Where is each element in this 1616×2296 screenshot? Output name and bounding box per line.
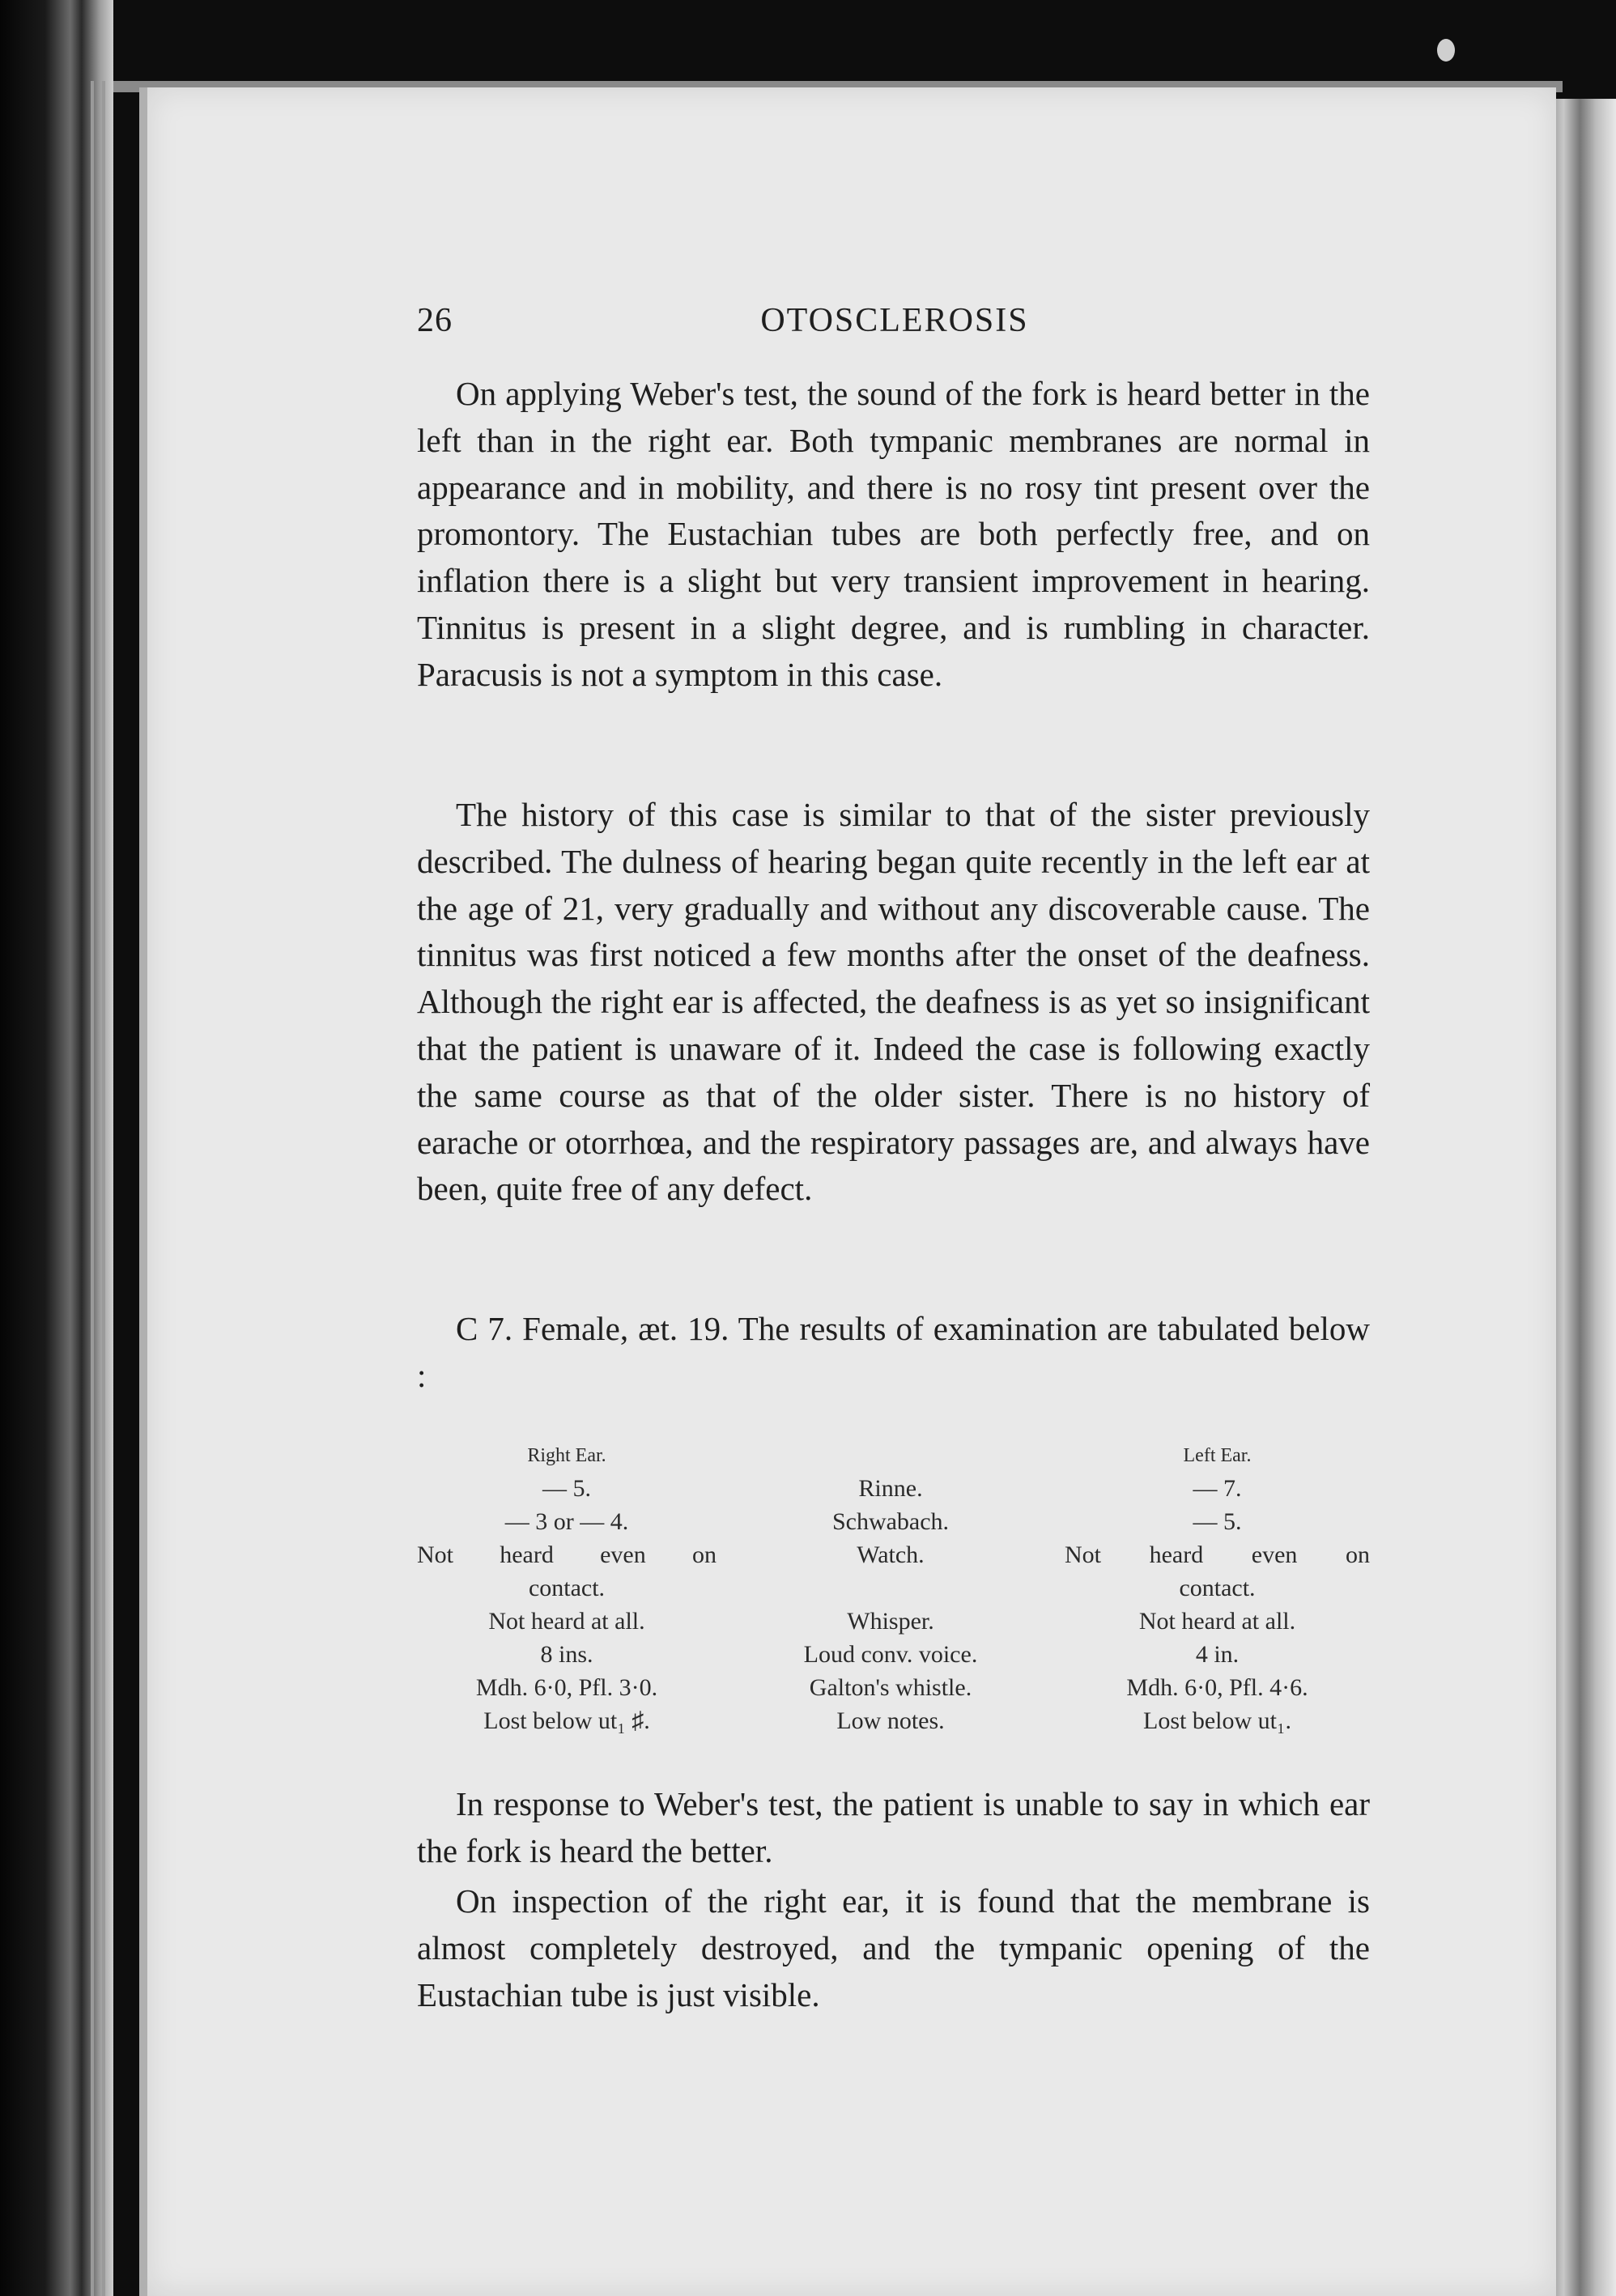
- table-cell: 4 in.: [1195, 1641, 1240, 1668]
- table-cell: — 7.: [1193, 1475, 1242, 1502]
- table-cell: contact.: [528, 1575, 606, 1601]
- table-cell: contact.: [1179, 1575, 1256, 1601]
- test-header-spacer: [757, 1441, 1024, 1470]
- table-cell: 8 ins.: [540, 1641, 593, 1668]
- table-cell: Not heard even on: [1065, 1541, 1370, 1568]
- row-spacer: [757, 1571, 1024, 1605]
- running-head: [417, 301, 1372, 342]
- table-cell: Mdh. 6·0, Pfl. 3·0.: [475, 1674, 658, 1701]
- body-paragraph: In response to Weber's test, the patient is unable to say in which ear the fork is heard the better.: [417, 1785, 1370, 1869]
- case-heading-paragraph: C 7. Female, æt. 19. The results of examination are tabulated below :: [417, 1310, 1370, 1394]
- table-cell: — 3 or — 4.: [504, 1508, 629, 1535]
- test-name: Watch.: [857, 1541, 925, 1568]
- test-name: Loud conv. voice.: [803, 1641, 978, 1668]
- left-ear-header: Left Ear.: [1183, 1445, 1252, 1466]
- table-cell: — 5.: [1193, 1508, 1242, 1535]
- scan-edge-stripe: [102, 81, 105, 2296]
- page-number: 26: [417, 302, 453, 339]
- right-ear-header: Right Ear.: [527, 1445, 606, 1466]
- test-column: [757, 1441, 1024, 1737]
- test-name: Whisper.: [847, 1608, 934, 1635]
- table-cell: Lost below ut₁.: [1143, 1707, 1291, 1734]
- table-cell: Not heard even on: [417, 1541, 717, 1568]
- test-name: Galton's whistle.: [809, 1674, 972, 1701]
- scan-left-edge: [0, 0, 113, 2296]
- scan-right-edge: [1550, 99, 1616, 2296]
- table-cell: Not heard at all.: [488, 1608, 645, 1635]
- left-ear-column: [1065, 1441, 1370, 1737]
- table-cell: Not heard at all.: [1138, 1608, 1296, 1635]
- running-title: OTOSCLEROSIS: [760, 302, 1029, 339]
- scan-edge-stripe: [91, 81, 94, 2296]
- table-cell: Lost below ut₁ ♯.: [483, 1707, 650, 1734]
- test-name: Rinne.: [858, 1475, 923, 1502]
- test-name: Schwabach.: [831, 1508, 950, 1535]
- body-paragraph: On applying Weber's test, the sound of the fork is heard better in the left than in the right ear. Both tympanic membranes are normal in appearance and in mobility, and there is no rosy tint present over the promontory. The Eustachian tubes are both perfectly free, and on inflation there is a slight but very transient improvement in hearing. Tinnitus is present in a slight degree, and is rumbling in character. Paracusis is not a symptom in this case.: [417, 375, 1370, 693]
- test-name: Low notes.: [836, 1707, 945, 1734]
- scan-speck: [1437, 39, 1455, 62]
- right-ear-column: [417, 1441, 717, 1737]
- body-paragraph: On inspection of the right ear, it is found that the membrane is almost completely destroyed, and the tympanic opening of the Eustachian tube is just visible.: [417, 1882, 1370, 2013]
- table-cell: — 5.: [542, 1475, 591, 1502]
- table-cell: Mdh. 6·0, Pfl. 4·6.: [1126, 1674, 1308, 1701]
- body-paragraph: The history of this case is similar to that of the sister previously described. The dulness of hearing began quite recently in the left ear at the age of 21, very gradually and without any discoverable cause. The tinnitus was first noticed a few months after the onset of the deafness. Although the right ear is affected, the deafness is as yet so insignificant that the patient is unaware of it. Indeed the case is following exactly the same course as that of the older sister. There is no history of earache or otorrhœa, and the respiratory passages are, and always have been, quite free of any defect.: [417, 796, 1370, 1208]
